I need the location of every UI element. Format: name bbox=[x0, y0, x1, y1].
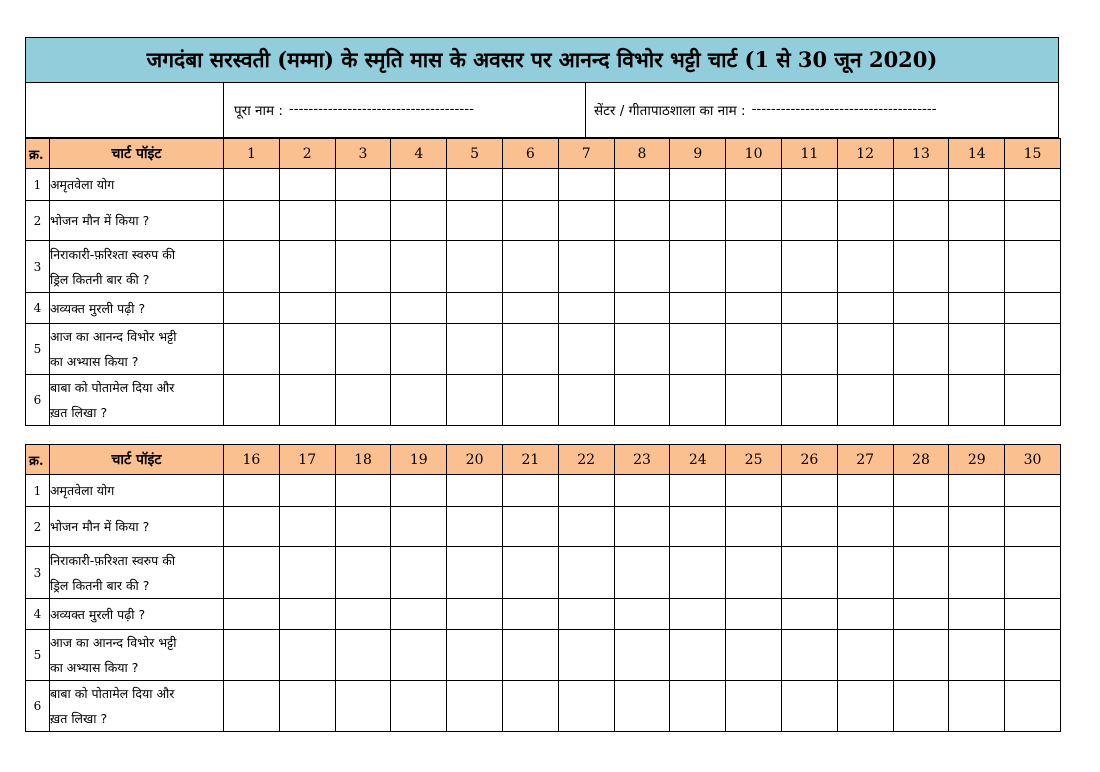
day-header: 20 bbox=[447, 445, 503, 475]
point-label-line: ड्रिल कितनी बार की ? bbox=[50, 271, 150, 287]
point-label bbox=[50, 293, 224, 324]
header-row bbox=[26, 445, 1061, 475]
chart-point-header: चार्ट पॉइंट bbox=[50, 445, 224, 475]
day-entry-cell[interactable] bbox=[837, 375, 893, 426]
day-entry-cell[interactable] bbox=[391, 293, 447, 324]
day-header: 14 bbox=[949, 139, 1005, 169]
point-number: 5 bbox=[26, 630, 50, 681]
point-label-line: अव्यक्त मुरली पढ़ी ? bbox=[50, 300, 146, 316]
day-entry-cell[interactable] bbox=[447, 324, 503, 375]
chart-point-row bbox=[26, 169, 1061, 201]
point-label-line: का अभ्यास किया ? bbox=[50, 354, 139, 369]
day-entry-cell[interactable] bbox=[893, 630, 949, 681]
point-label-line: अमृतवेला योग bbox=[50, 177, 115, 192]
day-entry-cell[interactable] bbox=[391, 201, 447, 241]
day-entry-cell[interactable] bbox=[279, 324, 335, 375]
day-entry-cell[interactable] bbox=[726, 475, 782, 507]
chart-point-row bbox=[26, 475, 1061, 507]
day-entry-cell[interactable] bbox=[279, 507, 335, 547]
day-entry-cell[interactable] bbox=[558, 293, 614, 324]
day-header: 18 bbox=[335, 445, 391, 475]
point-label bbox=[50, 375, 224, 426]
day-entry-cell[interactable] bbox=[670, 630, 726, 681]
day-entry-cell[interactable] bbox=[558, 201, 614, 241]
day-entry-cell[interactable] bbox=[949, 599, 1005, 630]
point-label-line: निराकारी-फ़रिश्ता स्वरुप की bbox=[50, 246, 176, 262]
day-entry-cell[interactable] bbox=[726, 599, 782, 630]
chart-table-days-16-30 bbox=[25, 444, 1061, 732]
chart-point-row bbox=[26, 547, 1061, 599]
day-entry-cell[interactable] bbox=[391, 324, 447, 375]
point-number: 5 bbox=[26, 324, 50, 375]
day-entry-cell[interactable] bbox=[1005, 324, 1061, 375]
day-entry-cell[interactable] bbox=[726, 375, 782, 426]
day-header: 6 bbox=[502, 139, 558, 169]
day-entry-cell[interactable] bbox=[447, 599, 503, 630]
day-entry-cell[interactable] bbox=[949, 201, 1005, 241]
day-entry-cell[interactable] bbox=[279, 630, 335, 681]
day-entry-cell[interactable] bbox=[447, 475, 503, 507]
day-entry-cell[interactable] bbox=[837, 507, 893, 547]
day-entry-cell[interactable] bbox=[614, 324, 670, 375]
day-entry-cell[interactable] bbox=[224, 169, 280, 201]
day-entry-cell[interactable] bbox=[726, 324, 782, 375]
chart-point-row bbox=[26, 375, 1061, 426]
day-entry-cell[interactable] bbox=[781, 375, 837, 426]
day-entry-cell[interactable] bbox=[781, 201, 837, 241]
day-entry-cell[interactable] bbox=[670, 201, 726, 241]
day-entry-cell[interactable] bbox=[502, 630, 558, 681]
day-entry-cell[interactable] bbox=[670, 375, 726, 426]
serial-header: क्र. bbox=[26, 445, 50, 475]
full-name-field[interactable] bbox=[224, 83, 586, 137]
day-entry-cell[interactable] bbox=[279, 475, 335, 507]
day-entry-cell[interactable] bbox=[335, 169, 391, 201]
day-entry-cell[interactable] bbox=[837, 293, 893, 324]
day-entry-cell[interactable] bbox=[726, 293, 782, 324]
day-entry-cell[interactable] bbox=[670, 507, 726, 547]
point-label bbox=[50, 547, 224, 599]
day-entry-cell[interactable] bbox=[224, 630, 280, 681]
day-entry-cell[interactable] bbox=[279, 599, 335, 630]
day-entry-cell[interactable] bbox=[837, 324, 893, 375]
day-entry-cell[interactable] bbox=[279, 547, 335, 599]
day-entry-cell[interactable] bbox=[447, 293, 503, 324]
day-entry-cell[interactable] bbox=[781, 324, 837, 375]
day-header: 2 bbox=[279, 139, 335, 169]
day-header: 1 bbox=[224, 139, 280, 169]
day-header: 23 bbox=[614, 445, 670, 475]
day-header: 17 bbox=[279, 445, 335, 475]
chart-point-header: चार्ट पॉइंट bbox=[50, 139, 224, 169]
point-label-line: ड्रिल कितनी बार की ? bbox=[50, 577, 150, 593]
point-label bbox=[50, 630, 224, 681]
day-entry-cell[interactable] bbox=[335, 241, 391, 293]
day-entry-cell[interactable] bbox=[893, 293, 949, 324]
day-entry-cell[interactable] bbox=[391, 630, 447, 681]
day-entry-cell[interactable] bbox=[781, 507, 837, 547]
day-header: 9 bbox=[670, 139, 726, 169]
day-header: 27 bbox=[837, 445, 893, 475]
day-entry-cell[interactable] bbox=[391, 681, 447, 732]
point-label bbox=[50, 324, 224, 375]
day-entry-cell[interactable] bbox=[335, 681, 391, 732]
chart-table-days-1-15 bbox=[25, 138, 1061, 426]
point-label-line: आज का आनन्द विभोर भट्टी bbox=[50, 329, 177, 344]
day-entry-cell[interactable] bbox=[1005, 507, 1061, 547]
day-entry-cell[interactable] bbox=[781, 475, 837, 507]
day-entry-cell[interactable] bbox=[893, 169, 949, 201]
day-entry-cell[interactable] bbox=[391, 547, 447, 599]
day-entry-cell[interactable] bbox=[1005, 681, 1061, 732]
day-entry-cell[interactable] bbox=[502, 324, 558, 375]
day-header: 4 bbox=[391, 139, 447, 169]
day-entry-cell[interactable] bbox=[726, 681, 782, 732]
day-entry-cell[interactable] bbox=[781, 630, 837, 681]
day-entry-cell[interactable] bbox=[558, 169, 614, 201]
day-entry-cell[interactable] bbox=[837, 599, 893, 630]
day-entry-cell[interactable] bbox=[224, 547, 280, 599]
day-entry-cell[interactable] bbox=[502, 375, 558, 426]
day-entry-cell[interactable] bbox=[726, 169, 782, 201]
point-label bbox=[50, 201, 224, 241]
day-entry-cell[interactable] bbox=[1005, 241, 1061, 293]
day-entry-cell[interactable] bbox=[558, 630, 614, 681]
day-header: 24 bbox=[670, 445, 726, 475]
day-entry-cell[interactable] bbox=[893, 681, 949, 732]
day-entry-cell[interactable] bbox=[1005, 475, 1061, 507]
center-name-line: -------------------------------------- bbox=[751, 101, 937, 117]
day-entry-cell[interactable] bbox=[558, 507, 614, 547]
day-entry-cell[interactable] bbox=[893, 241, 949, 293]
point-label-line: आज का आनन्द विभोर भट्टी bbox=[50, 635, 177, 650]
day-entry-cell[interactable] bbox=[949, 375, 1005, 426]
day-entry-cell[interactable] bbox=[614, 630, 670, 681]
day-entry-cell[interactable] bbox=[837, 681, 893, 732]
day-entry-cell[interactable] bbox=[837, 169, 893, 201]
day-entry-cell[interactable] bbox=[502, 293, 558, 324]
day-entry-cell[interactable] bbox=[391, 599, 447, 630]
day-entry-cell[interactable] bbox=[893, 324, 949, 375]
day-entry-cell[interactable] bbox=[279, 293, 335, 324]
day-entry-cell[interactable] bbox=[949, 681, 1005, 732]
point-number: 3 bbox=[26, 241, 50, 293]
day-entry-cell[interactable] bbox=[949, 293, 1005, 324]
day-entry-cell[interactable] bbox=[949, 630, 1005, 681]
day-entry-cell[interactable] bbox=[949, 507, 1005, 547]
day-entry-cell[interactable] bbox=[224, 201, 280, 241]
day-entry-cell[interactable] bbox=[558, 547, 614, 599]
day-entry-cell[interactable] bbox=[781, 241, 837, 293]
day-entry-cell[interactable] bbox=[614, 507, 670, 547]
day-entry-cell[interactable] bbox=[1005, 547, 1061, 599]
day-entry-cell[interactable] bbox=[224, 324, 280, 375]
chart-title: जगदंबा सरस्वती (मम्मा) के स्मृति मास के अवसर पर आनन्द विभोर भट्टी चार्ट (1 से 30 जून 2020) bbox=[25, 37, 1059, 83]
day-entry-cell[interactable] bbox=[670, 599, 726, 630]
day-entry-cell[interactable] bbox=[335, 293, 391, 324]
day-entry-cell[interactable] bbox=[224, 599, 280, 630]
day-entry-cell[interactable] bbox=[781, 547, 837, 599]
day-entry-cell[interactable] bbox=[837, 475, 893, 507]
day-entry-cell[interactable] bbox=[447, 169, 503, 201]
day-entry-cell[interactable] bbox=[447, 201, 503, 241]
day-entry-cell[interactable] bbox=[224, 475, 280, 507]
day-header: 13 bbox=[893, 139, 949, 169]
day-header: 8 bbox=[614, 139, 670, 169]
day-entry-cell[interactable] bbox=[1005, 201, 1061, 241]
day-entry-cell[interactable] bbox=[614, 169, 670, 201]
day-entry-cell[interactable] bbox=[614, 547, 670, 599]
day-entry-cell[interactable] bbox=[614, 293, 670, 324]
day-entry-cell[interactable] bbox=[279, 241, 335, 293]
day-entry-cell[interactable] bbox=[893, 547, 949, 599]
day-header: 29 bbox=[949, 445, 1005, 475]
day-entry-cell[interactable] bbox=[949, 241, 1005, 293]
day-entry-cell[interactable] bbox=[502, 241, 558, 293]
day-entry-cell[interactable] bbox=[781, 169, 837, 201]
day-entry-cell[interactable] bbox=[335, 324, 391, 375]
day-entry-cell[interactable] bbox=[949, 324, 1005, 375]
day-entry-cell[interactable] bbox=[335, 599, 391, 630]
day-entry-cell[interactable] bbox=[558, 241, 614, 293]
day-entry-cell[interactable] bbox=[335, 201, 391, 241]
day-entry-cell[interactable] bbox=[447, 547, 503, 599]
day-entry-cell[interactable] bbox=[1005, 293, 1061, 324]
day-entry-cell[interactable] bbox=[670, 324, 726, 375]
day-header: 11 bbox=[781, 139, 837, 169]
day-entry-cell[interactable] bbox=[893, 375, 949, 426]
point-label-line: अमृतवेला योग bbox=[50, 483, 115, 498]
day-entry-cell[interactable] bbox=[502, 599, 558, 630]
day-entry-cell[interactable] bbox=[781, 599, 837, 630]
day-entry-cell[interactable] bbox=[670, 681, 726, 732]
chart-point-row bbox=[26, 507, 1061, 547]
day-entry-cell[interactable] bbox=[949, 475, 1005, 507]
point-number: 6 bbox=[26, 681, 50, 732]
point-label bbox=[50, 507, 224, 547]
point-number: 4 bbox=[26, 599, 50, 630]
day-entry-cell[interactable] bbox=[893, 599, 949, 630]
day-entry-cell[interactable] bbox=[1005, 630, 1061, 681]
day-entry-cell[interactable] bbox=[837, 630, 893, 681]
day-entry-cell[interactable] bbox=[558, 475, 614, 507]
day-entry-cell[interactable] bbox=[670, 475, 726, 507]
day-entry-cell[interactable] bbox=[447, 507, 503, 547]
day-entry-cell[interactable] bbox=[781, 681, 837, 732]
point-label-line: भोजन मौन में किया ? bbox=[50, 519, 150, 534]
day-header: 3 bbox=[335, 139, 391, 169]
day-entry-cell[interactable] bbox=[670, 241, 726, 293]
day-entry-cell[interactable] bbox=[279, 169, 335, 201]
day-entry-cell[interactable] bbox=[837, 547, 893, 599]
chart-point-row bbox=[26, 293, 1061, 324]
point-label-line: ख़त लिखा ? bbox=[50, 405, 108, 420]
day-entry-cell[interactable] bbox=[726, 547, 782, 599]
day-entry-cell[interactable] bbox=[335, 630, 391, 681]
day-entry-cell[interactable] bbox=[1005, 599, 1061, 630]
info-blank-cell bbox=[26, 83, 224, 137]
day-header: 22 bbox=[558, 445, 614, 475]
day-entry-cell[interactable] bbox=[279, 681, 335, 732]
point-label-line: ख़त लिखा ? bbox=[50, 711, 108, 726]
point-number: 3 bbox=[26, 547, 50, 599]
day-entry-cell[interactable] bbox=[726, 201, 782, 241]
day-entry-cell[interactable] bbox=[335, 547, 391, 599]
day-header: 30 bbox=[1005, 445, 1061, 475]
day-entry-cell[interactable] bbox=[391, 375, 447, 426]
day-entry-cell[interactable] bbox=[335, 375, 391, 426]
day-entry-cell[interactable] bbox=[1005, 375, 1061, 426]
info-row bbox=[25, 83, 1059, 138]
day-entry-cell[interactable] bbox=[893, 475, 949, 507]
point-label-line: बाबा को पोतामेल दिया और bbox=[50, 380, 175, 395]
day-entry-cell[interactable] bbox=[614, 681, 670, 732]
day-entry-cell[interactable] bbox=[1005, 169, 1061, 201]
chart-point-row bbox=[26, 681, 1061, 732]
point-label bbox=[50, 475, 224, 507]
day-header: 25 bbox=[726, 445, 782, 475]
day-header: 10 bbox=[726, 139, 782, 169]
day-entry-cell[interactable] bbox=[893, 201, 949, 241]
day-entry-cell[interactable] bbox=[837, 201, 893, 241]
day-header: 16 bbox=[224, 445, 280, 475]
day-entry-cell[interactable] bbox=[447, 630, 503, 681]
day-header: 19 bbox=[391, 445, 447, 475]
day-entry-cell[interactable] bbox=[558, 681, 614, 732]
full-name-line: -------------------------------------- bbox=[288, 101, 475, 117]
day-header: 5 bbox=[447, 139, 503, 169]
day-header: 15 bbox=[1005, 139, 1061, 169]
day-header: 28 bbox=[893, 445, 949, 475]
day-entry-cell[interactable] bbox=[614, 241, 670, 293]
day-entry-cell[interactable] bbox=[558, 599, 614, 630]
day-entry-cell[interactable] bbox=[391, 241, 447, 293]
day-header: 21 bbox=[502, 445, 558, 475]
chart-point-row bbox=[26, 630, 1061, 681]
day-entry-cell[interactable] bbox=[502, 547, 558, 599]
day-entry-cell[interactable] bbox=[837, 241, 893, 293]
day-entry-cell[interactable] bbox=[447, 241, 503, 293]
day-entry-cell[interactable] bbox=[670, 547, 726, 599]
day-header: 12 bbox=[837, 139, 893, 169]
day-entry-cell[interactable] bbox=[614, 475, 670, 507]
chart-point-row bbox=[26, 241, 1061, 293]
day-entry-cell[interactable] bbox=[726, 630, 782, 681]
day-entry-cell[interactable] bbox=[670, 293, 726, 324]
day-entry-cell[interactable] bbox=[558, 324, 614, 375]
day-entry-cell[interactable] bbox=[949, 169, 1005, 201]
day-entry-cell[interactable] bbox=[224, 293, 280, 324]
chart-point-row bbox=[26, 201, 1061, 241]
day-entry-cell[interactable] bbox=[614, 599, 670, 630]
point-number: 2 bbox=[26, 201, 50, 241]
day-entry-cell[interactable] bbox=[614, 201, 670, 241]
day-entry-cell[interactable] bbox=[279, 201, 335, 241]
point-number: 1 bbox=[26, 475, 50, 507]
day-entry-cell[interactable] bbox=[335, 507, 391, 547]
point-label-line: भोजन मौन में किया ? bbox=[50, 213, 150, 228]
day-entry-cell[interactable] bbox=[335, 475, 391, 507]
day-entry-cell[interactable] bbox=[502, 475, 558, 507]
day-entry-cell[interactable] bbox=[391, 475, 447, 507]
day-entry-cell[interactable] bbox=[391, 507, 447, 547]
point-number: 2 bbox=[26, 507, 50, 547]
day-entry-cell[interactable] bbox=[279, 375, 335, 426]
center-name-label: सेंटर / गीतापाठशाला का नाम : bbox=[594, 103, 746, 119]
chart-point-row bbox=[26, 324, 1061, 375]
point-label-line: अव्यक्त मुरली पढ़ी ? bbox=[50, 606, 146, 622]
day-entry-cell[interactable] bbox=[447, 681, 503, 732]
day-entry-cell[interactable] bbox=[781, 293, 837, 324]
header-row bbox=[26, 139, 1061, 169]
day-entry-cell[interactable] bbox=[224, 681, 280, 732]
day-entry-cell[interactable] bbox=[391, 169, 447, 201]
serial-header: क्र. bbox=[26, 139, 50, 169]
point-number: 4 bbox=[26, 293, 50, 324]
center-name-field[interactable] bbox=[586, 83, 1058, 137]
day-entry-cell[interactable] bbox=[502, 507, 558, 547]
day-entry-cell[interactable] bbox=[502, 201, 558, 241]
point-label-line: का अभ्यास किया ? bbox=[50, 660, 139, 675]
day-entry-cell[interactable] bbox=[726, 507, 782, 547]
point-label bbox=[50, 169, 224, 201]
day-entry-cell[interactable] bbox=[224, 241, 280, 293]
day-entry-cell[interactable] bbox=[614, 375, 670, 426]
day-entry-cell[interactable] bbox=[447, 375, 503, 426]
day-entry-cell[interactable] bbox=[558, 375, 614, 426]
point-label bbox=[50, 599, 224, 630]
day-entry-cell[interactable] bbox=[670, 169, 726, 201]
point-number: 6 bbox=[26, 375, 50, 426]
point-number: 1 bbox=[26, 169, 50, 201]
day-entry-cell[interactable] bbox=[224, 507, 280, 547]
day-header: 26 bbox=[781, 445, 837, 475]
point-label bbox=[50, 241, 224, 293]
day-entry-cell[interactable] bbox=[502, 681, 558, 732]
chart-point-row bbox=[26, 599, 1061, 630]
day-entry-cell[interactable] bbox=[726, 241, 782, 293]
day-entry-cell[interactable] bbox=[949, 547, 1005, 599]
day-header: 7 bbox=[558, 139, 614, 169]
full-name-label: पूरा नाम : bbox=[234, 103, 283, 119]
day-entry-cell[interactable] bbox=[224, 375, 280, 426]
point-label bbox=[50, 681, 224, 732]
day-entry-cell[interactable] bbox=[502, 169, 558, 201]
day-entry-cell[interactable] bbox=[893, 507, 949, 547]
point-label-line: बाबा को पोतामेल दिया और bbox=[50, 686, 175, 701]
point-label-line: निराकारी-फ़रिश्ता स्वरुप की bbox=[50, 552, 176, 568]
